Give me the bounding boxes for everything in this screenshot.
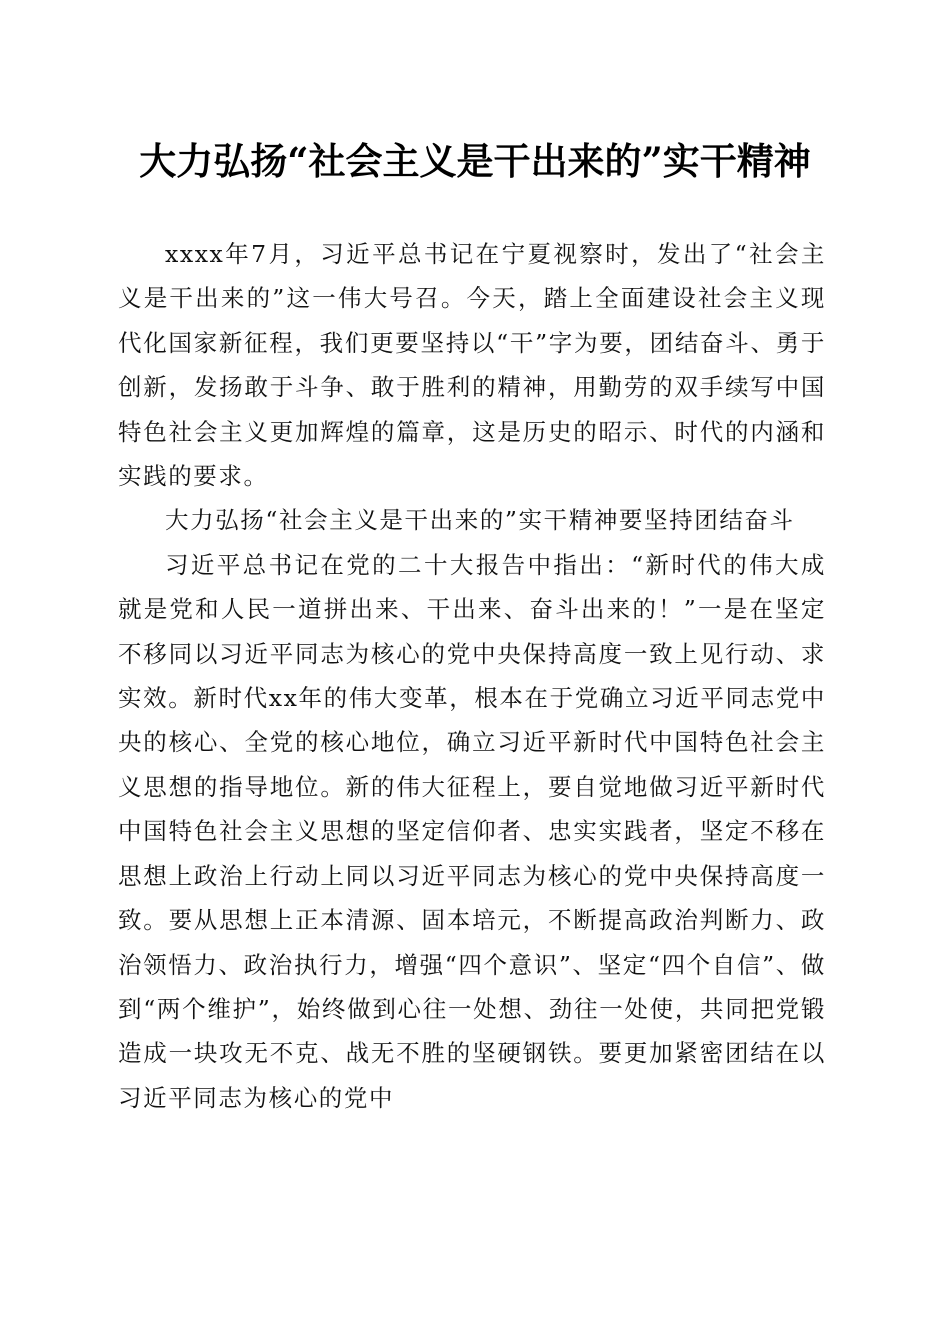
paragraph-intro: xxxx年7月，习近平总书记在宁夏视察时，发出了“社会主义是干出来的”这一伟大号召。今天，踏上全面建设社会主义现代化国家新征程，我们更要坚持以“干”字为要，团结奋斗、勇于创新，发扬敢于斗争、敢于胜利的精神，用勤劳的双手续写中国特色社会主义更加辉煌的篇章，这是历史的昭示、时代的内涵和实践的要求。	[118, 240, 826, 491]
document-title: 大力弘扬“社会主义是干出来的”实干精神	[139, 139, 811, 183]
section-heading-unity: 大力弘扬“社会主义是干出来的”实干精神要坚持团结奋斗	[165, 506, 795, 535]
document-body	[118, 232, 826, 1120]
paragraph-unity: 习近平总书记在党的二十大报告中指出：“新时代的伟大成就是党和人民一道拼出来、干出来、奋斗出来的！”一是在坚定不移同以习近平同志为核心的党中央保持高度一致上见行动、求实效。新时代xx年的伟大变革，根本在于党确立习近平同志党中央的核心、全党的核心地位，确立习近平新时代中国特色社会主义思想的指导地位。新的伟大征程上，要自觉地做习近平新时代中国特色社会主义思想的坚定信仰者、忠实实践者，坚定不移在思想上政治上行动上同以习近平同志为核心的党中央保持高度一致。要从思想上正本清源、固本培元，不断提高政治判断力、政治领悟力、政治执行力，增强“四个意识”、坚定“四个自信”、做到“两个维护”，始终做到心往一处想、劲往一处使，共同把党锻造成一块攻无不克、战无不胜的坚硬钢铁。要更加紧密团结在以习近平同志为核心的党中	[118, 550, 826, 1112]
